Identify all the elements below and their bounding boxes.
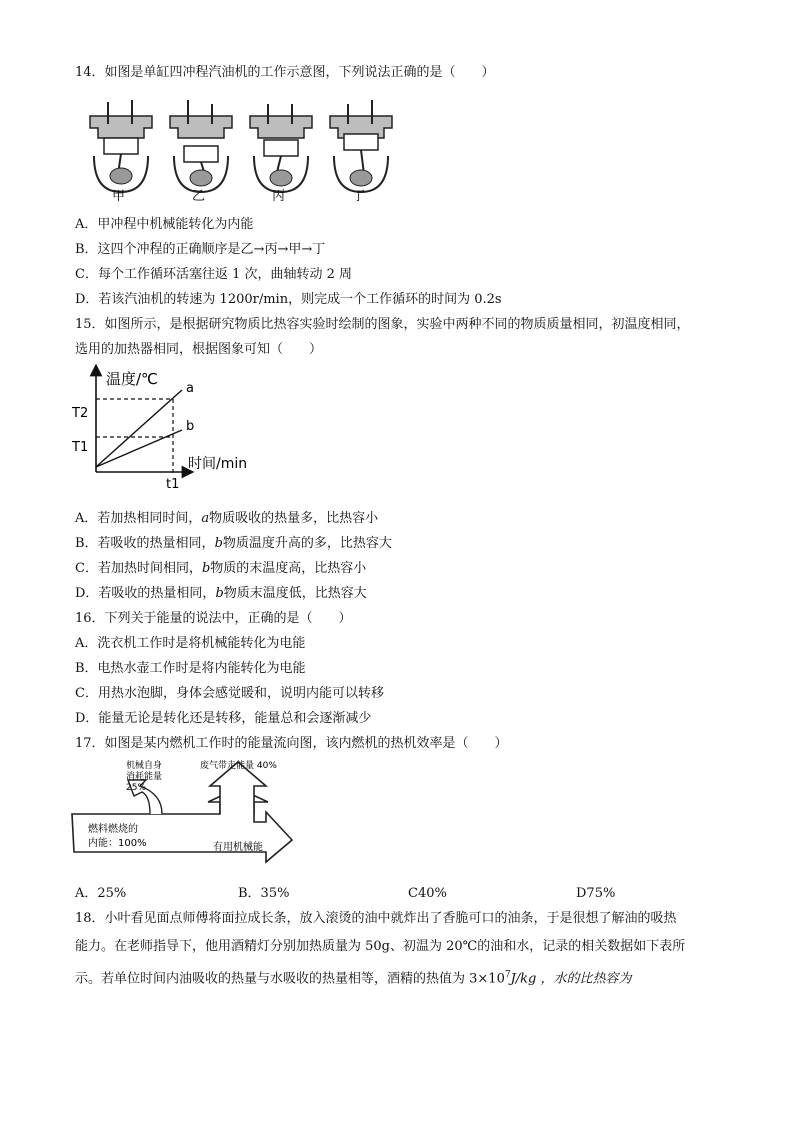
engine-stroke-yi [170, 100, 232, 192]
q18-line3-b: J/kg ，水的比热容为 [510, 971, 632, 987]
engine-stroke-jia [90, 100, 152, 192]
q15-d-suffix: 物质末温度低，比热容大 [223, 586, 367, 601]
temperature-time-chart [70, 364, 280, 496]
q15-d-prefix: D．若吸收的热量相同， [75, 586, 216, 601]
q14-option-b: B．这四个冲程的正确顺序是乙→丙→甲→丁 [75, 242, 326, 257]
q18-line1: 18．小叶看见面点师傅将面拉成长条，放入滚烫的油中就炸出了香脆可口的油条，于是很想了解油的吸热 [75, 911, 677, 926]
q15-a-prefix: A．若加热相同时间， [75, 511, 202, 526]
q15-option-c [75, 560, 366, 578]
q14-option-c: C．每个工作循环活塞往返 1 次，曲轴转动 2 周 [75, 267, 353, 282]
y-axis-label: 温度/℃ [106, 370, 158, 388]
q15-stem-line2: 选用的加热器相同，根据图象可知（ ） [75, 342, 323, 357]
q15-b-prefix: B．若吸收的热量相同， [75, 536, 215, 551]
q17-option-c: C40% [408, 886, 447, 901]
q15-a-var: a [201, 511, 210, 526]
x-tick-t1: t1 [166, 477, 180, 492]
q15-c-prefix: C．若加热时间相同， [75, 561, 202, 576]
engine-stroke-bing [250, 104, 312, 192]
q17-option-a: A．25% [75, 886, 127, 901]
q16-option-a: A．洗衣机工作时是将机械能转化为电能 [75, 636, 306, 651]
label-ding: 丁 [352, 189, 366, 204]
q15-a-suffix: 物质吸收的热量多，比热容小 [209, 511, 379, 526]
loss-label-line2: 消耗能量 [126, 772, 163, 782]
q15-option-a [75, 510, 378, 528]
q18-line3-exp: 7 [504, 970, 511, 980]
q17-option-d: D75% [576, 886, 616, 901]
q17-option-b: B．35% [238, 886, 290, 901]
label-yi: 乙 [192, 189, 206, 204]
y-tick-t2: T2 [72, 406, 89, 421]
q15-option-d [75, 585, 367, 603]
series-a-label: a [186, 381, 194, 396]
exhaust-label: 废气带走能量 40% [200, 761, 277, 771]
q15-b-var: b [214, 536, 223, 551]
q15-b-suffix: 物质温度升高的多，比热容大 [222, 536, 392, 551]
q18-line3-a: 示。若单位时间内油吸收的热量与水吸收的热量相等，酒精的热值为 3×10 [75, 971, 505, 987]
q14-stem: 14．如图是单缸四冲程汽油机的工作示意图，下列说法正确的是（ ） [75, 65, 495, 80]
label-jia: 甲 [112, 189, 126, 204]
loss-label-line1: 机械自身 [126, 761, 163, 771]
q15-stem-line1: 15．如图所示，是根据研究物质比热容实验时绘制的图象，实验中两种不同的物质质量相同，初温度相同， [75, 317, 690, 332]
q17-stem: 17．如图是某内燃机工作时的能量流向图，该内燃机的热机效率是（ ） [75, 736, 508, 751]
q14-option-a: A．甲冲程中机械能转化为内能 [75, 217, 254, 232]
q16-stem: 16．下列关于能量的说法中，正确的是（ ） [75, 611, 352, 626]
engine-figure-labels [82, 185, 412, 203]
input-label-line2: 内能：100% [88, 838, 147, 849]
q16-option-d: D．能量无论是转化还是转移，能量总和会逐渐减少 [75, 711, 372, 726]
q15-c-var: b [201, 561, 211, 576]
loss-label-pct: 25% [126, 783, 147, 793]
energy-flow-diagram [70, 756, 300, 866]
input-label-line1: 燃料燃烧的 [88, 824, 138, 835]
q18-line3 [75, 966, 632, 988]
series-b-label: b [186, 419, 195, 434]
series-b-line [96, 430, 182, 467]
label-bing: 丙 [272, 189, 286, 204]
q16-option-b: B．电热水壶工作时是将内能转化为电能 [75, 661, 306, 676]
y-tick-t1: T1 [72, 440, 89, 455]
q18-line2: 能力。在老师指导下，他用酒精灯分别加热质量为 50g、初温为 20℃的油和水，记录的相关数据如下表所 [75, 939, 686, 954]
useful-label: 有用机械能 [213, 842, 263, 853]
q15-d-var: b [215, 586, 224, 601]
q15-c-suffix: 物质的末温度高，比热容小 [210, 561, 367, 576]
q16-option-c: C．用热水泡脚，身体会感觉暖和，说明内能可以转移 [75, 686, 384, 701]
series-a-line [96, 390, 182, 467]
engine-stroke-ding [330, 100, 392, 192]
q15-option-b [75, 535, 392, 553]
q14-option-d: D．若该汽油机的转速为 1200r/min，则完成一个工作循环的时间为 0.2s [75, 292, 502, 307]
x-axis-label: 时间/min [188, 456, 248, 472]
